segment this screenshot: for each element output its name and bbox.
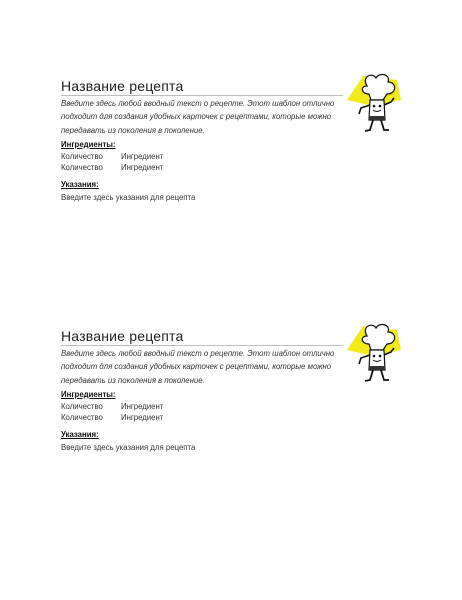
directions-heading: Указания: <box>61 180 99 189</box>
chef-clipart-icon <box>343 70 407 136</box>
recipe-card <box>0 250 462 500</box>
directions-heading: Указания: <box>61 430 99 439</box>
ingredient-name: Ингредиент <box>121 402 164 411</box>
ingredient-quantity: Количество <box>61 402 103 411</box>
recipe-title: Название рецепта <box>61 328 184 344</box>
ingredients-heading: Ингредиенты: <box>61 140 116 149</box>
ingredient-quantity: Количество <box>61 152 103 161</box>
ingredient-quantity: Количество <box>61 413 103 422</box>
recipe-intro: Введите здесь любой вводный текст о рецепте. Этот шаблон отлично подходит для создания удобных карточек с рецептами, которые можно передавать из поколения в поколение. <box>61 99 335 135</box>
recipe-title: Название рецепта <box>61 78 184 94</box>
title-divider <box>61 95 343 96</box>
ingredient-name: Ингредиент <box>121 413 164 422</box>
title-divider <box>61 345 343 346</box>
recipe-directions: Введите здесь указания для рецепта <box>61 443 196 452</box>
ingredients-heading: Ингредиенты: <box>61 390 116 399</box>
ingredient-name: Ингредиент <box>121 152 164 161</box>
chef-clipart-icon <box>343 320 407 386</box>
recipe-card <box>0 0 462 250</box>
ingredient-row <box>61 163 163 172</box>
ingredient-row <box>61 413 163 422</box>
ingredient-name: Ингредиент <box>121 163 164 172</box>
recipe-directions: Введите здесь указания для рецепта <box>61 193 196 202</box>
recipe-intro: Введите здесь любой вводный текст о рецепте. Этот шаблон отлично подходит для создания удобных карточек с рецептами, которые можно передавать из поколения в поколение. <box>61 349 335 385</box>
ingredient-row <box>61 402 163 411</box>
ingredient-quantity: Количество <box>61 163 103 172</box>
ingredient-row <box>61 152 163 161</box>
